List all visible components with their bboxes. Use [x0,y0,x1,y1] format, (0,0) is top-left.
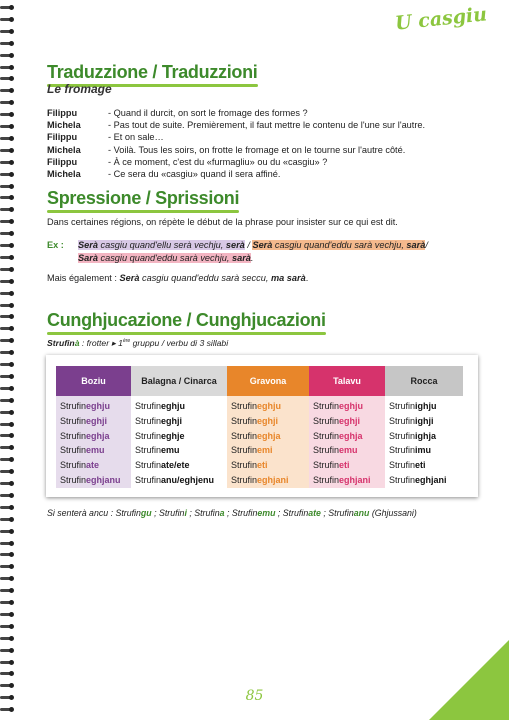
variant-form: Strufinemu [231,508,276,518]
verb-line: Strufinà : frotter ▸ 1ère gruppu / verbu di 3 sillabi [47,338,229,348]
section-title-cunghjucazione [47,310,326,335]
spiral-ring [0,183,15,190]
spiral-ring [0,159,15,166]
variant-note: Si senterà ancu : Strufingu ; Strufini ; Strufina ; Strufinemu ; Strufinate ; Strufinanu (Ghjussani) [47,508,417,518]
table-cell: Strufineghjani [313,474,371,485]
spiral-ring [0,99,15,106]
speaker-name: Michela [47,144,81,155]
variant-form: Strufina [194,508,225,518]
section-title-text: Cunghjucazione / Cunghjucazioni [47,310,326,330]
spiral-ring [0,611,15,618]
table-cell: Strufineghjanu [60,474,121,485]
example-gravona: Serà casgiu quand'eddu sarà vechju, sarà [252,240,426,250]
spiral-ring [0,421,15,428]
spiral-ring [0,599,15,606]
dialog-line [47,107,425,119]
spiral-ring [0,432,15,439]
table-cell: Strufinanu/eghjenu [135,474,215,485]
spiral-ring [0,75,15,82]
spiral-ring [0,278,15,285]
spiral-ring [0,325,15,332]
table-cell: Strufineghji [231,415,279,426]
spiral-ring [0,206,15,213]
spiral-ring [0,563,15,570]
page-number: 85 [245,688,264,704]
title-underline [47,210,239,213]
variant-form: Strufini [159,508,187,518]
table-cell: Strufineti [313,460,350,471]
column-header: Balagna / Cinarca [131,366,227,396]
dialog-line [47,119,425,131]
table-cell: Strufinimu [389,445,432,456]
dialog-text: - Pas tout de suite. Premièrement, il faut mettre le contenu de l'une sur l'autre. [108,120,426,131]
table-cell: Strufineghju [60,401,111,411]
spiral-ring [0,385,15,392]
spiral-ring [0,397,15,404]
table-cell: Strufineti [231,460,268,471]
table-cell: Strufineti [389,460,426,471]
spiral-ring [0,171,15,178]
table-column [131,366,227,488]
table-column [309,366,385,488]
spiral-ring [0,551,15,558]
example-boziu: Serà casgiu quand'ellu serà vechju, serà [78,240,245,250]
table-column [56,366,131,488]
spiral-ring [0,40,15,47]
variant-form: Strufingu [115,508,152,518]
table-cell: Strufinighji [389,415,434,426]
section-title-spressione [47,188,239,213]
table-cell: Strufineghji [313,415,361,426]
table-cell: Strufineghja [60,430,110,441]
example-talavu: Sarà casgiu quand'eddu sarà vechju, sarà [78,253,251,263]
spiral-ring [0,302,15,309]
table-cell: Strufinemu [313,445,358,456]
example-separator: / [244,240,253,250]
spiral-ring [0,587,15,594]
column-header: Rocca [385,366,463,396]
table-cell: Strufineghja [231,430,281,441]
table-cell: Strufineghju [135,401,186,411]
spiral-ring [0,230,15,237]
spiral-ring [0,135,15,142]
spiral-ring [0,64,15,71]
table-cell: Strufinate [60,460,100,471]
variant-form: Strufinanu [328,508,370,518]
speaker-name: Michela [47,120,81,131]
spiral-ring [0,194,15,201]
section-title-text: Spressione / Sprissioni [47,188,240,208]
table-cell: Strufineghju [231,401,282,411]
spiral-ring [0,313,15,320]
dialog-block [47,107,425,180]
dialog-line [47,131,425,143]
spiral-ring [0,123,15,130]
spiral-ring [0,706,15,713]
table-column [227,366,309,488]
spiral-ring [0,373,15,380]
example-block [78,239,428,265]
column-header: Boziu [56,366,131,396]
example-line-2: Sarà casgiu quand'eddu sarà vechju, sarà. [78,253,254,263]
table-column [385,366,463,488]
variant-form: Strufinate [282,508,321,518]
table-cell: Strufinighja [389,430,437,441]
spiral-ring [0,242,15,249]
spiral-ring [0,361,15,368]
column-header: Gravona [227,366,309,396]
spiral-ring [0,349,15,356]
dialog-subtitle: Le fromage [47,82,112,96]
table-cell: Strufineghje [135,430,185,441]
spiral-ring [0,528,15,535]
intro-paragraph: Dans certaines régions, on répète le début de la phrase pour insister sur ce qui est dit. [47,217,398,227]
spiral-ring [0,111,15,118]
dialog-line [47,168,425,180]
example-line-1: Serà casgiu quand'ellu serà vechju, serà / Serà casgiu quand'eddu sarà vechju, sarà/ [78,240,428,250]
table-cell: Strufinighju [389,401,437,411]
spiral-ring [0,623,15,630]
spiral-ring [0,87,15,94]
spiral-ring [0,254,15,261]
column-header: Talavu [309,366,385,396]
dialog-line [47,156,425,168]
speaker-name: Filippu [47,156,78,167]
spiral-ring [0,480,15,487]
dialog-line [47,144,425,156]
title-underline [47,332,326,335]
section-title-text: Traduzzione / Traduzzioni [47,62,258,82]
spiral-ring [0,16,15,23]
spiral-ring [0,492,15,499]
dialog-text: - Ce sera du «casgiu» quand il sera affiné. [108,169,281,180]
spiral-ring [0,504,15,511]
speaker-name: Filippu [47,132,78,143]
page-corner-decoration [429,640,509,720]
speaker-name: Filippu [47,108,78,118]
dialog-text: - Et on sale… [108,132,164,143]
spiral-ring [0,516,15,523]
table-cell: Strufineghji [135,415,183,426]
dialog-text: - Voilà. Tous les soirs, on frotte le fromage et on le tourne sur l'autre côté. [108,144,406,155]
table-cell: Strufineghja [313,430,363,441]
also-paragraph: Mais également : Serà casgiu quand'eddu sarà seccu, ma sarà. [47,273,309,283]
spiral-ring [0,635,15,642]
spiral-ring [0,540,15,547]
spiral-ring [0,647,15,654]
table-cell: Strufineghjani [231,474,289,485]
spiral-ring [0,266,15,273]
spiral-ring [0,670,15,677]
dialog-text: - À ce moment, c'est du «furmagliu» ou du «casgiu» ? [108,156,328,167]
spiral-ring [0,28,15,35]
spiral-ring [0,456,15,463]
spiral-ring [0,409,15,416]
spiral-ring [0,444,15,451]
table-cell: Strufinemi [231,445,273,456]
spiral-ring [0,468,15,475]
table-cell: Strufinemu [60,445,105,456]
spiral-ring [0,659,15,666]
table-cell: Strufinemu [135,445,180,456]
spiral-ring [0,52,15,59]
spiral-ring [0,4,15,11]
spiral-binding [0,0,18,720]
table-cell: Strufineghjani [389,474,447,485]
table-cell: Strufinate/ete [135,460,190,471]
spiral-ring [0,575,15,582]
dialog-text: - Quand il durcit, on sort le fromage des formes ? [108,108,308,118]
conjugation-table [46,355,478,497]
spiral-ring [0,147,15,154]
table-cell: Strufineghju [313,401,364,411]
table-cell: Strufineghji [60,415,108,426]
spiral-ring [0,218,15,225]
spiral-ring [0,337,15,344]
spiral-ring [0,290,15,297]
corner-chapter-title: U casgiu [394,3,488,35]
speaker-name: Michela [47,169,81,180]
example-label: Ex : [47,240,64,250]
